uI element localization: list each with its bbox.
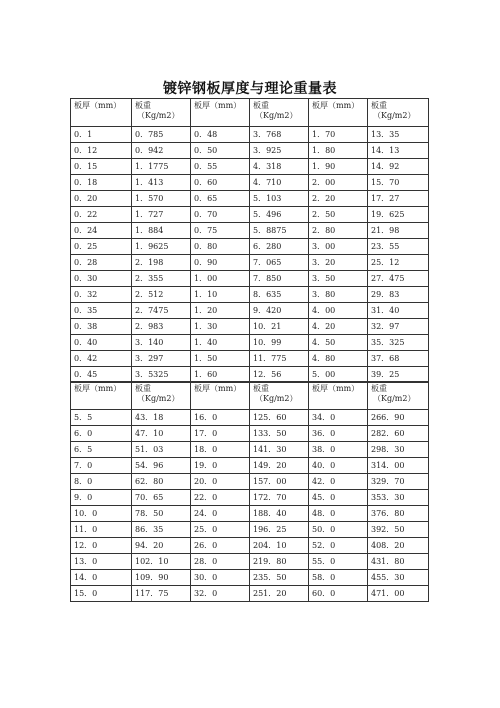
thickness-cell: 40．0 [309, 458, 368, 474]
header-thickness [309, 382, 368, 410]
thickness-cell: 55．0 [309, 554, 368, 570]
weight-cell: 6．280 [250, 239, 309, 255]
thickness-cell: 38．0 [309, 442, 368, 458]
weight-cell: 235．50 [250, 570, 309, 586]
thickness-cell: 5．5 [71, 410, 132, 426]
header-weight [250, 99, 309, 127]
header-weight-label: 板重 [135, 101, 151, 110]
thickness-cell: 6．5 [71, 442, 132, 458]
header-weight-label: 板重 [371, 384, 387, 393]
thickness-cell: 60．0 [309, 586, 368, 602]
header-thickness [191, 99, 250, 127]
thickness-cell: 36．0 [309, 426, 368, 442]
thickness-cell: 1．80 [309, 143, 368, 159]
thickness-cell: 1．90 [309, 159, 368, 175]
weight-cell: 314．00 [368, 458, 429, 474]
thickness-cell: 34．0 [309, 410, 368, 426]
header-thickness-label: 板厚（mm） [312, 384, 360, 393]
weight-cell: 1．884 [132, 223, 191, 239]
weight-cell: 0．942 [132, 143, 191, 159]
weight-cell: 10．21 [250, 319, 309, 335]
weight-cell: 3．925 [250, 143, 309, 159]
weight-cell: 29．83 [368, 287, 429, 303]
thickness-cell: 0．25 [71, 239, 132, 255]
weight-table-thick [70, 381, 429, 602]
thickness-cell: 42．0 [309, 474, 368, 490]
table-row [71, 319, 429, 335]
thickness-cell: 2．50 [309, 207, 368, 223]
table-row [71, 586, 429, 602]
thickness-cell: 10．0 [71, 506, 132, 522]
weight-cell: 62．80 [132, 474, 191, 490]
weight-cell: 196．25 [250, 522, 309, 538]
thickness-cell: 2．80 [309, 223, 368, 239]
weight-cell: 39．25 [368, 367, 429, 383]
weight-cell: 13．35 [368, 127, 429, 143]
table-row [71, 426, 429, 442]
thickness-cell: 0．45 [71, 367, 132, 383]
thickness-cell: 1．50 [191, 351, 250, 367]
thickness-cell: 11．0 [71, 522, 132, 538]
thickness-cell: 0．1 [71, 127, 132, 143]
table-row [71, 410, 429, 426]
thickness-cell: 1．40 [191, 335, 250, 351]
table-row [71, 191, 429, 207]
thickness-cell: 9．0 [71, 490, 132, 506]
weight-cell: 298．30 [368, 442, 429, 458]
thickness-cell: 0．90 [191, 255, 250, 271]
weight-cell: 266．90 [368, 410, 429, 426]
thickness-cell: 18．0 [191, 442, 250, 458]
header-weight [132, 99, 191, 127]
weight-cell: 1．727 [132, 207, 191, 223]
weight-cell: 2．983 [132, 319, 191, 335]
weight-cell: 1．413 [132, 175, 191, 191]
header-thickness [71, 382, 132, 410]
table-row [71, 570, 429, 586]
weight-cell: 31．40 [368, 303, 429, 319]
header-weight-unit: （Kg/m2） [255, 394, 298, 403]
thickness-cell: 0．35 [71, 303, 132, 319]
weight-cell: 37．68 [368, 351, 429, 367]
thickness-cell: 0．80 [191, 239, 250, 255]
header-thickness-label: 板厚（mm） [194, 384, 242, 393]
thickness-cell: 28．0 [191, 554, 250, 570]
weight-cell: 1．9625 [132, 239, 191, 255]
weight-cell: 5．8875 [250, 223, 309, 239]
thickness-cell: 0．50 [191, 143, 250, 159]
weight-cell: 11．775 [250, 351, 309, 367]
weight-cell: 10．99 [250, 335, 309, 351]
weight-cell: 149．20 [250, 458, 309, 474]
header-weight-unit: （Kg/m2） [137, 394, 180, 403]
weight-cell: 2．355 [132, 271, 191, 287]
thickness-cell: 1．60 [191, 367, 250, 383]
table-row [71, 223, 429, 239]
table-row [71, 303, 429, 319]
header-weight-label: 板重 [253, 384, 269, 393]
thickness-cell: 1．00 [191, 271, 250, 287]
thickness-cell: 0．15 [71, 159, 132, 175]
weight-cell: 86．35 [132, 522, 191, 538]
page-title: 镀锌钢板厚度与理论重量表 [163, 81, 337, 97]
weight-cell: 78．50 [132, 506, 191, 522]
weight-cell: 204．10 [250, 538, 309, 554]
weight-cell: 8．635 [250, 287, 309, 303]
weight-table-thick-body [71, 382, 429, 602]
table-row [71, 143, 429, 159]
weight-cell: 188．40 [250, 506, 309, 522]
header-weight-label: 板重 [371, 101, 387, 110]
thickness-cell: 4．20 [309, 319, 368, 335]
thickness-cell: 6．0 [71, 426, 132, 442]
weight-cell: 282．60 [368, 426, 429, 442]
thickness-cell: 52．0 [309, 538, 368, 554]
table-row [71, 287, 429, 303]
thickness-cell: 4．50 [309, 335, 368, 351]
weight-cell: 43．18 [132, 410, 191, 426]
weight-cell: 1．1775 [132, 159, 191, 175]
table-row [71, 522, 429, 538]
weight-cell: 157．00 [250, 474, 309, 490]
header-thickness-label: 板厚（mm） [312, 101, 360, 110]
weight-cell: 54．96 [132, 458, 191, 474]
thickness-cell: 0．12 [71, 143, 132, 159]
header-weight [132, 382, 191, 410]
thickness-cell: 26．0 [191, 538, 250, 554]
weight-cell: 251．20 [250, 586, 309, 602]
weight-table-thin-body [71, 99, 429, 383]
weight-cell: 19．625 [368, 207, 429, 223]
thickness-cell: 0．55 [191, 159, 250, 175]
weight-cell: 102．10 [132, 554, 191, 570]
thickness-cell: 48．0 [309, 506, 368, 522]
thickness-cell: 0．75 [191, 223, 250, 239]
thickness-cell: 2．00 [309, 175, 368, 191]
thickness-cell: 0．32 [71, 287, 132, 303]
table-row [71, 207, 429, 223]
thickness-cell: 50．0 [309, 522, 368, 538]
thickness-cell: 30．0 [191, 570, 250, 586]
weight-cell: 2．198 [132, 255, 191, 271]
header-weight [368, 99, 429, 127]
header-weight [250, 382, 309, 410]
table-row [71, 351, 429, 367]
weight-cell: 1．570 [132, 191, 191, 207]
header-weight-unit: （Kg/m2） [255, 111, 298, 120]
header-thickness [71, 99, 132, 127]
weight-cell: 5．496 [250, 207, 309, 223]
weight-cell: 21．98 [368, 223, 429, 239]
header-weight-unit: （Kg/m2） [137, 111, 180, 120]
thickness-cell: 17．0 [191, 426, 250, 442]
table-row [71, 127, 429, 143]
table-row [71, 159, 429, 175]
weight-cell: 471．00 [368, 586, 429, 602]
thickness-cell: 7．0 [71, 458, 132, 474]
weight-cell: 329．70 [368, 474, 429, 490]
header-weight-label: 板重 [135, 384, 151, 393]
table-header-row [71, 99, 429, 127]
thickness-cell: 15．0 [71, 586, 132, 602]
weight-cell: 51．03 [132, 442, 191, 458]
header-weight [368, 382, 429, 410]
weight-cell: 17．27 [368, 191, 429, 207]
weight-cell: 3．768 [250, 127, 309, 143]
table-row [71, 239, 429, 255]
weight-cell: 25．12 [368, 255, 429, 271]
weight-cell: 23．55 [368, 239, 429, 255]
weight-cell: 141．30 [250, 442, 309, 458]
thickness-cell: 3．80 [309, 287, 368, 303]
thickness-cell: 0．30 [71, 271, 132, 287]
weight-cell: 172．70 [250, 490, 309, 506]
weight-cell: 353．30 [368, 490, 429, 506]
table-row [71, 175, 429, 191]
weight-cell: 2．7475 [132, 303, 191, 319]
header-thickness-label: 板厚（mm） [74, 101, 122, 110]
table-row [71, 474, 429, 490]
weight-cell: 70．65 [132, 490, 191, 506]
weight-cell: 219．80 [250, 554, 309, 570]
weight-cell: 35．325 [368, 335, 429, 351]
header-weight-unit: （Kg/m2） [373, 394, 416, 403]
weight-cell: 3．297 [132, 351, 191, 367]
thickness-cell: 3．20 [309, 255, 368, 271]
weight-cell: 392．50 [368, 522, 429, 538]
weight-cell: 4．710 [250, 175, 309, 191]
thickness-cell: 24．0 [191, 506, 250, 522]
thickness-cell: 19．0 [191, 458, 250, 474]
table-row [71, 490, 429, 506]
thickness-cell: 0．18 [71, 175, 132, 191]
header-thickness [191, 382, 250, 410]
thickness-cell: 0．42 [71, 351, 132, 367]
thickness-cell: 45．0 [309, 490, 368, 506]
weight-cell: 408．20 [368, 538, 429, 554]
header-weight-unit: （Kg/m2） [373, 111, 416, 120]
weight-cell: 455．30 [368, 570, 429, 586]
weight-cell: 125．60 [250, 410, 309, 426]
table-row [71, 458, 429, 474]
thickness-cell: 0．60 [191, 175, 250, 191]
weight-cell: 0．785 [132, 127, 191, 143]
table-row [71, 335, 429, 351]
weight-cell: 376．80 [368, 506, 429, 522]
weight-cell: 2．512 [132, 287, 191, 303]
thickness-cell: 20．0 [191, 474, 250, 490]
thickness-cell: 5．00 [309, 367, 368, 383]
table-row [71, 506, 429, 522]
weight-table-thin [70, 98, 429, 383]
table-row [71, 442, 429, 458]
thickness-cell: 0．24 [71, 223, 132, 239]
weight-cell: 15．70 [368, 175, 429, 191]
thickness-cell: 0．40 [71, 335, 132, 351]
weight-cell: 94．20 [132, 538, 191, 554]
thickness-cell: 8．0 [71, 474, 132, 490]
weight-cell: 32．97 [368, 319, 429, 335]
weight-cell: 109．90 [132, 570, 191, 586]
thickness-cell: 0．48 [191, 127, 250, 143]
thickness-cell: 0．20 [71, 191, 132, 207]
header-thickness-label: 板厚（mm） [194, 101, 242, 110]
table-row [71, 538, 429, 554]
thickness-cell: 12．0 [71, 538, 132, 554]
thickness-cell: 0．70 [191, 207, 250, 223]
thickness-cell: 1．20 [191, 303, 250, 319]
table-row [71, 554, 429, 570]
thickness-cell: 16．0 [191, 410, 250, 426]
weight-cell: 14．13 [368, 143, 429, 159]
thickness-cell: 1．30 [191, 319, 250, 335]
weight-cell: 3．5325 [132, 367, 191, 383]
weight-cell: 12．56 [250, 367, 309, 383]
thickness-cell: 0．22 [71, 207, 132, 223]
weight-cell: 7．065 [250, 255, 309, 271]
thickness-cell: 22．0 [191, 490, 250, 506]
weight-cell: 27．475 [368, 271, 429, 287]
weight-cell: 5．103 [250, 191, 309, 207]
weight-cell: 9．420 [250, 303, 309, 319]
table-header-row [71, 382, 429, 410]
thickness-cell: 25．0 [191, 522, 250, 538]
thickness-cell: 0．38 [71, 319, 132, 335]
thickness-cell: 13．0 [71, 554, 132, 570]
header-thickness [309, 99, 368, 127]
weight-cell: 117．75 [132, 586, 191, 602]
header-weight-label: 板重 [253, 101, 269, 110]
table-row [71, 271, 429, 287]
thickness-cell: 1．10 [191, 287, 250, 303]
weight-cell: 47．10 [132, 426, 191, 442]
thickness-cell: 14．0 [71, 570, 132, 586]
thickness-cell: 0．65 [191, 191, 250, 207]
weight-cell: 431．80 [368, 554, 429, 570]
weight-cell: 133．50 [250, 426, 309, 442]
thickness-cell: 3．50 [309, 271, 368, 287]
thickness-cell: 4．00 [309, 303, 368, 319]
thickness-cell: 32．0 [191, 586, 250, 602]
thickness-cell: 58．0 [309, 570, 368, 586]
thickness-cell: 4．80 [309, 351, 368, 367]
header-thickness-label: 板厚（mm） [74, 384, 122, 393]
thickness-cell: 1．70 [309, 127, 368, 143]
weight-cell: 14．92 [368, 159, 429, 175]
weight-cell: 7．850 [250, 271, 309, 287]
weight-cell: 3．140 [132, 335, 191, 351]
thickness-cell: 2．20 [309, 191, 368, 207]
thickness-cell: 3．00 [309, 239, 368, 255]
thickness-cell: 0．28 [71, 255, 132, 271]
table-row [71, 255, 429, 271]
weight-cell: 4．318 [250, 159, 309, 175]
